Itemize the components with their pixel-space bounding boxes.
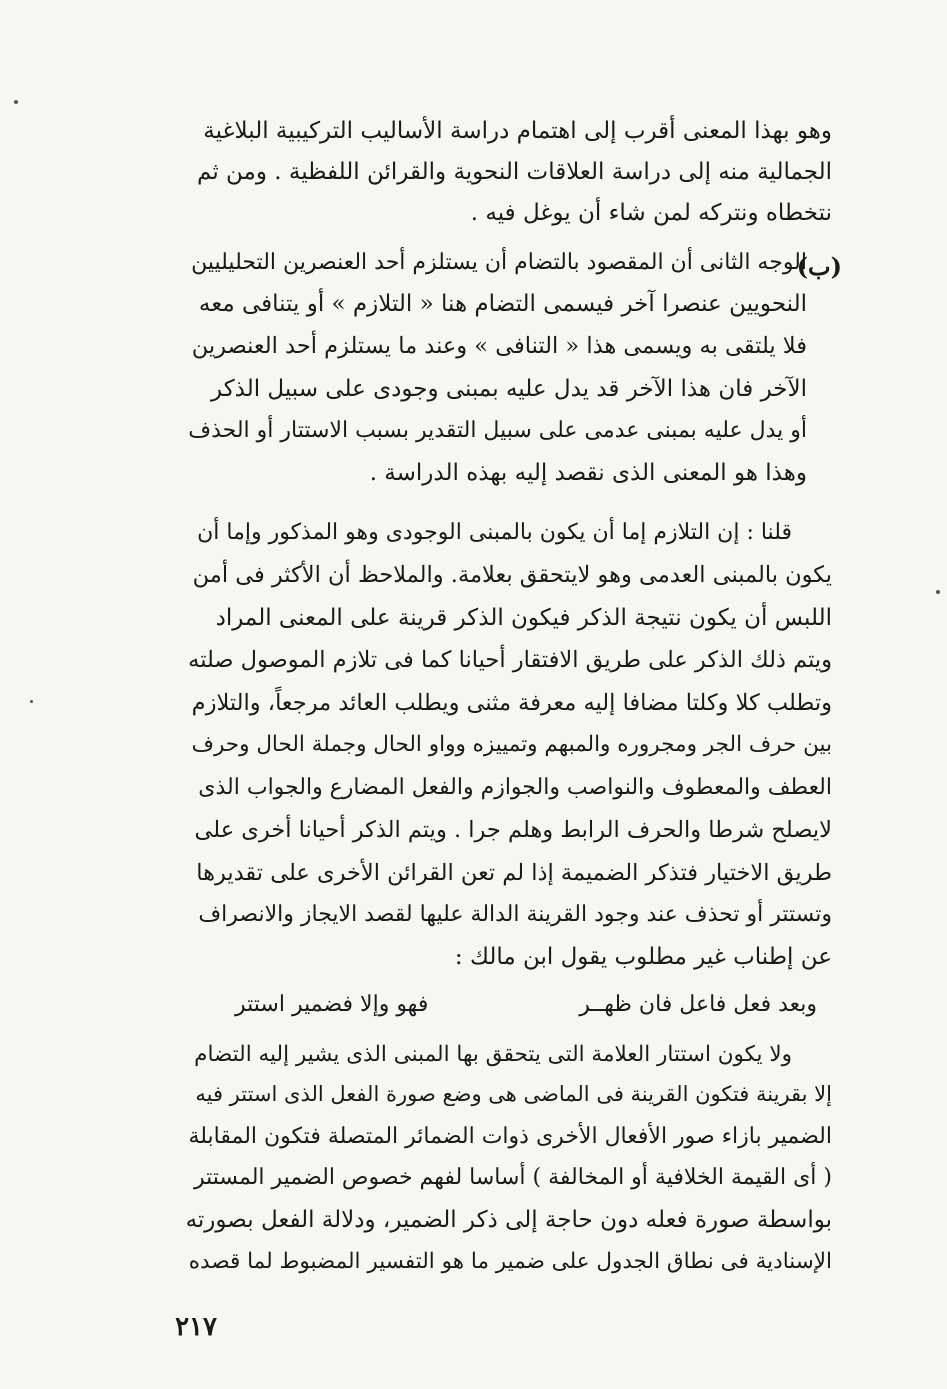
paragraph-d-line-6: الإسنادية فى نطاق الجدول على ضمير ما هو التفسير المضبوط لما قصده bbox=[188, 1249, 832, 1274]
paragraph-c-line-5: وتطلب كلا وكلتا مضافا إليه معرفة مثنى ويطلب العائد مرجعاً، والتلازم bbox=[191, 690, 832, 716]
paragraph-d-line-3: الضمير بازاء صور الأفعال الأخرى ذوات الضمائر المتصلة فتكون المقابلة bbox=[188, 1124, 832, 1149]
paragraph-d-line-2: إلا بقرينة فتكون القرينة فى الماضى هى وضع صورة الفعل الذى استتر فيه bbox=[195, 1082, 832, 1106]
paragraph-d bbox=[185, 1042, 832, 1292]
verse-first-hemistich: وبعد فعل فاعل فان ظهــر bbox=[579, 992, 817, 1017]
paragraph-c-line-2: يكون بالمبنى العدمى وهو لايتحقق بعلامة. والملاحظ أن الأكثر فى أمن bbox=[192, 562, 832, 588]
paragraph-c-line-3: اللبس أن يكون نتيجة الذكر فيكون الذكر قرينة على المعنى المراد bbox=[215, 605, 832, 631]
page-number: ٢١٧ bbox=[175, 1312, 217, 1342]
paragraph-d-line-1: ولا يكون استتار العلامة التى يتحقق بها المبنى الذى يشير إليه التضام bbox=[194, 1042, 792, 1067]
scan-speck bbox=[14, 100, 18, 104]
paragraph-c bbox=[185, 520, 832, 980]
section-label-b: (ب) bbox=[796, 252, 842, 281]
paragraph-a bbox=[185, 118, 832, 238]
paragraph-c-line-1: قلنا : إن التلازم إما أن يكون بالمبنى الوجودى وهو المذكور وإما أن bbox=[197, 520, 792, 545]
poetry-verse bbox=[235, 992, 817, 1028]
paragraph-a-line-1: وهو بهذا المعنى أقرب إلى اهتمام دراسة الأساليب التركيبية البلاغية bbox=[203, 118, 832, 144]
paragraph-b-line-6: وهذا هو المعنى الذى نقصد إليه بهذه الدراسة . bbox=[369, 460, 807, 486]
paragraph-b bbox=[185, 250, 807, 510]
scan-speck bbox=[936, 590, 940, 594]
paragraph-b-line-2: النحويين عنصرا آخر فيسمى التضام هنا « التلازم » أو يتنافى معه bbox=[198, 291, 807, 317]
paragraph-c-line-8: لايصلح شرطا والحرف الرابط وهلم جرا . ويتم الذكر أحيانا أخرى على bbox=[194, 817, 832, 843]
paragraph-d-line-5: بواسطة صورة فعله دون حاجة إلى ذكر الضمير، ودلالة الفعل بصورته bbox=[185, 1207, 832, 1233]
paragraph-c-line-4: ويتم ذلك الذكر على طريق الافتقار أحيانا كما فى تلازم الموصول صلته bbox=[188, 647, 832, 673]
paragraph-a-line-2: الجمالية منه إلى دراسة العلاقات النحوية والقرائن اللفظية . ومن ثم bbox=[197, 159, 832, 185]
paragraph-d-line-4: ( أى القيمة الخلافية أو المخالفة ) أساسا لفهم خصوص الضمير المستتر bbox=[193, 1165, 832, 1190]
paragraph-a-line-3: نتخطاه ونتركه لمن شاء أن يوغل فيه . bbox=[470, 200, 832, 226]
paragraph-b-line-1: الوجه الثانى أن المقصود بالتضام أن يستلزم أحد العنصرين التحليليين bbox=[191, 250, 807, 275]
paragraph-c-line-9: طريق الاختيار فتذكر الضميمة إذا لم تعن القرائن الأخرى على تقديرها bbox=[196, 860, 832, 886]
paragraph-c-line-11: عن إطناب غير مطلوب يقول ابن مالك : bbox=[454, 944, 832, 970]
paragraph-c-line-7: العطف والمعطوف والنواصب والجوازم والفعل المضارع والجواب الذى bbox=[198, 775, 832, 800]
paragraph-b-line-3: فلا يلتقى به ويسمى هذا « التنافى » وعند ما يستلزم أحد العنصرين bbox=[191, 333, 807, 359]
scan-speck bbox=[30, 700, 33, 703]
paragraph-c-line-6: بين حرف الجر ومجروره والمبهم وتمييزه وواو الحال وجملة الحال وحرف bbox=[191, 732, 832, 757]
verse-second-hemistich: فهو وإلا فضمير استتر bbox=[235, 992, 429, 1017]
paragraph-c-line-10: وتستتر أو تحذف عند وجود القرينة الدالة عليها لقصد الايجاز والانصراف bbox=[198, 902, 832, 927]
paragraph-b-line-4: الآخر فان هذا الآخر قد يدل عليه بمبنى وجودى على سبيل الذكر bbox=[211, 376, 807, 402]
paragraph-b-line-5: أو يدل عليه بمبنى عدمى على سبيل التقدير بسبب الاستتار أو الحذف bbox=[188, 418, 807, 443]
